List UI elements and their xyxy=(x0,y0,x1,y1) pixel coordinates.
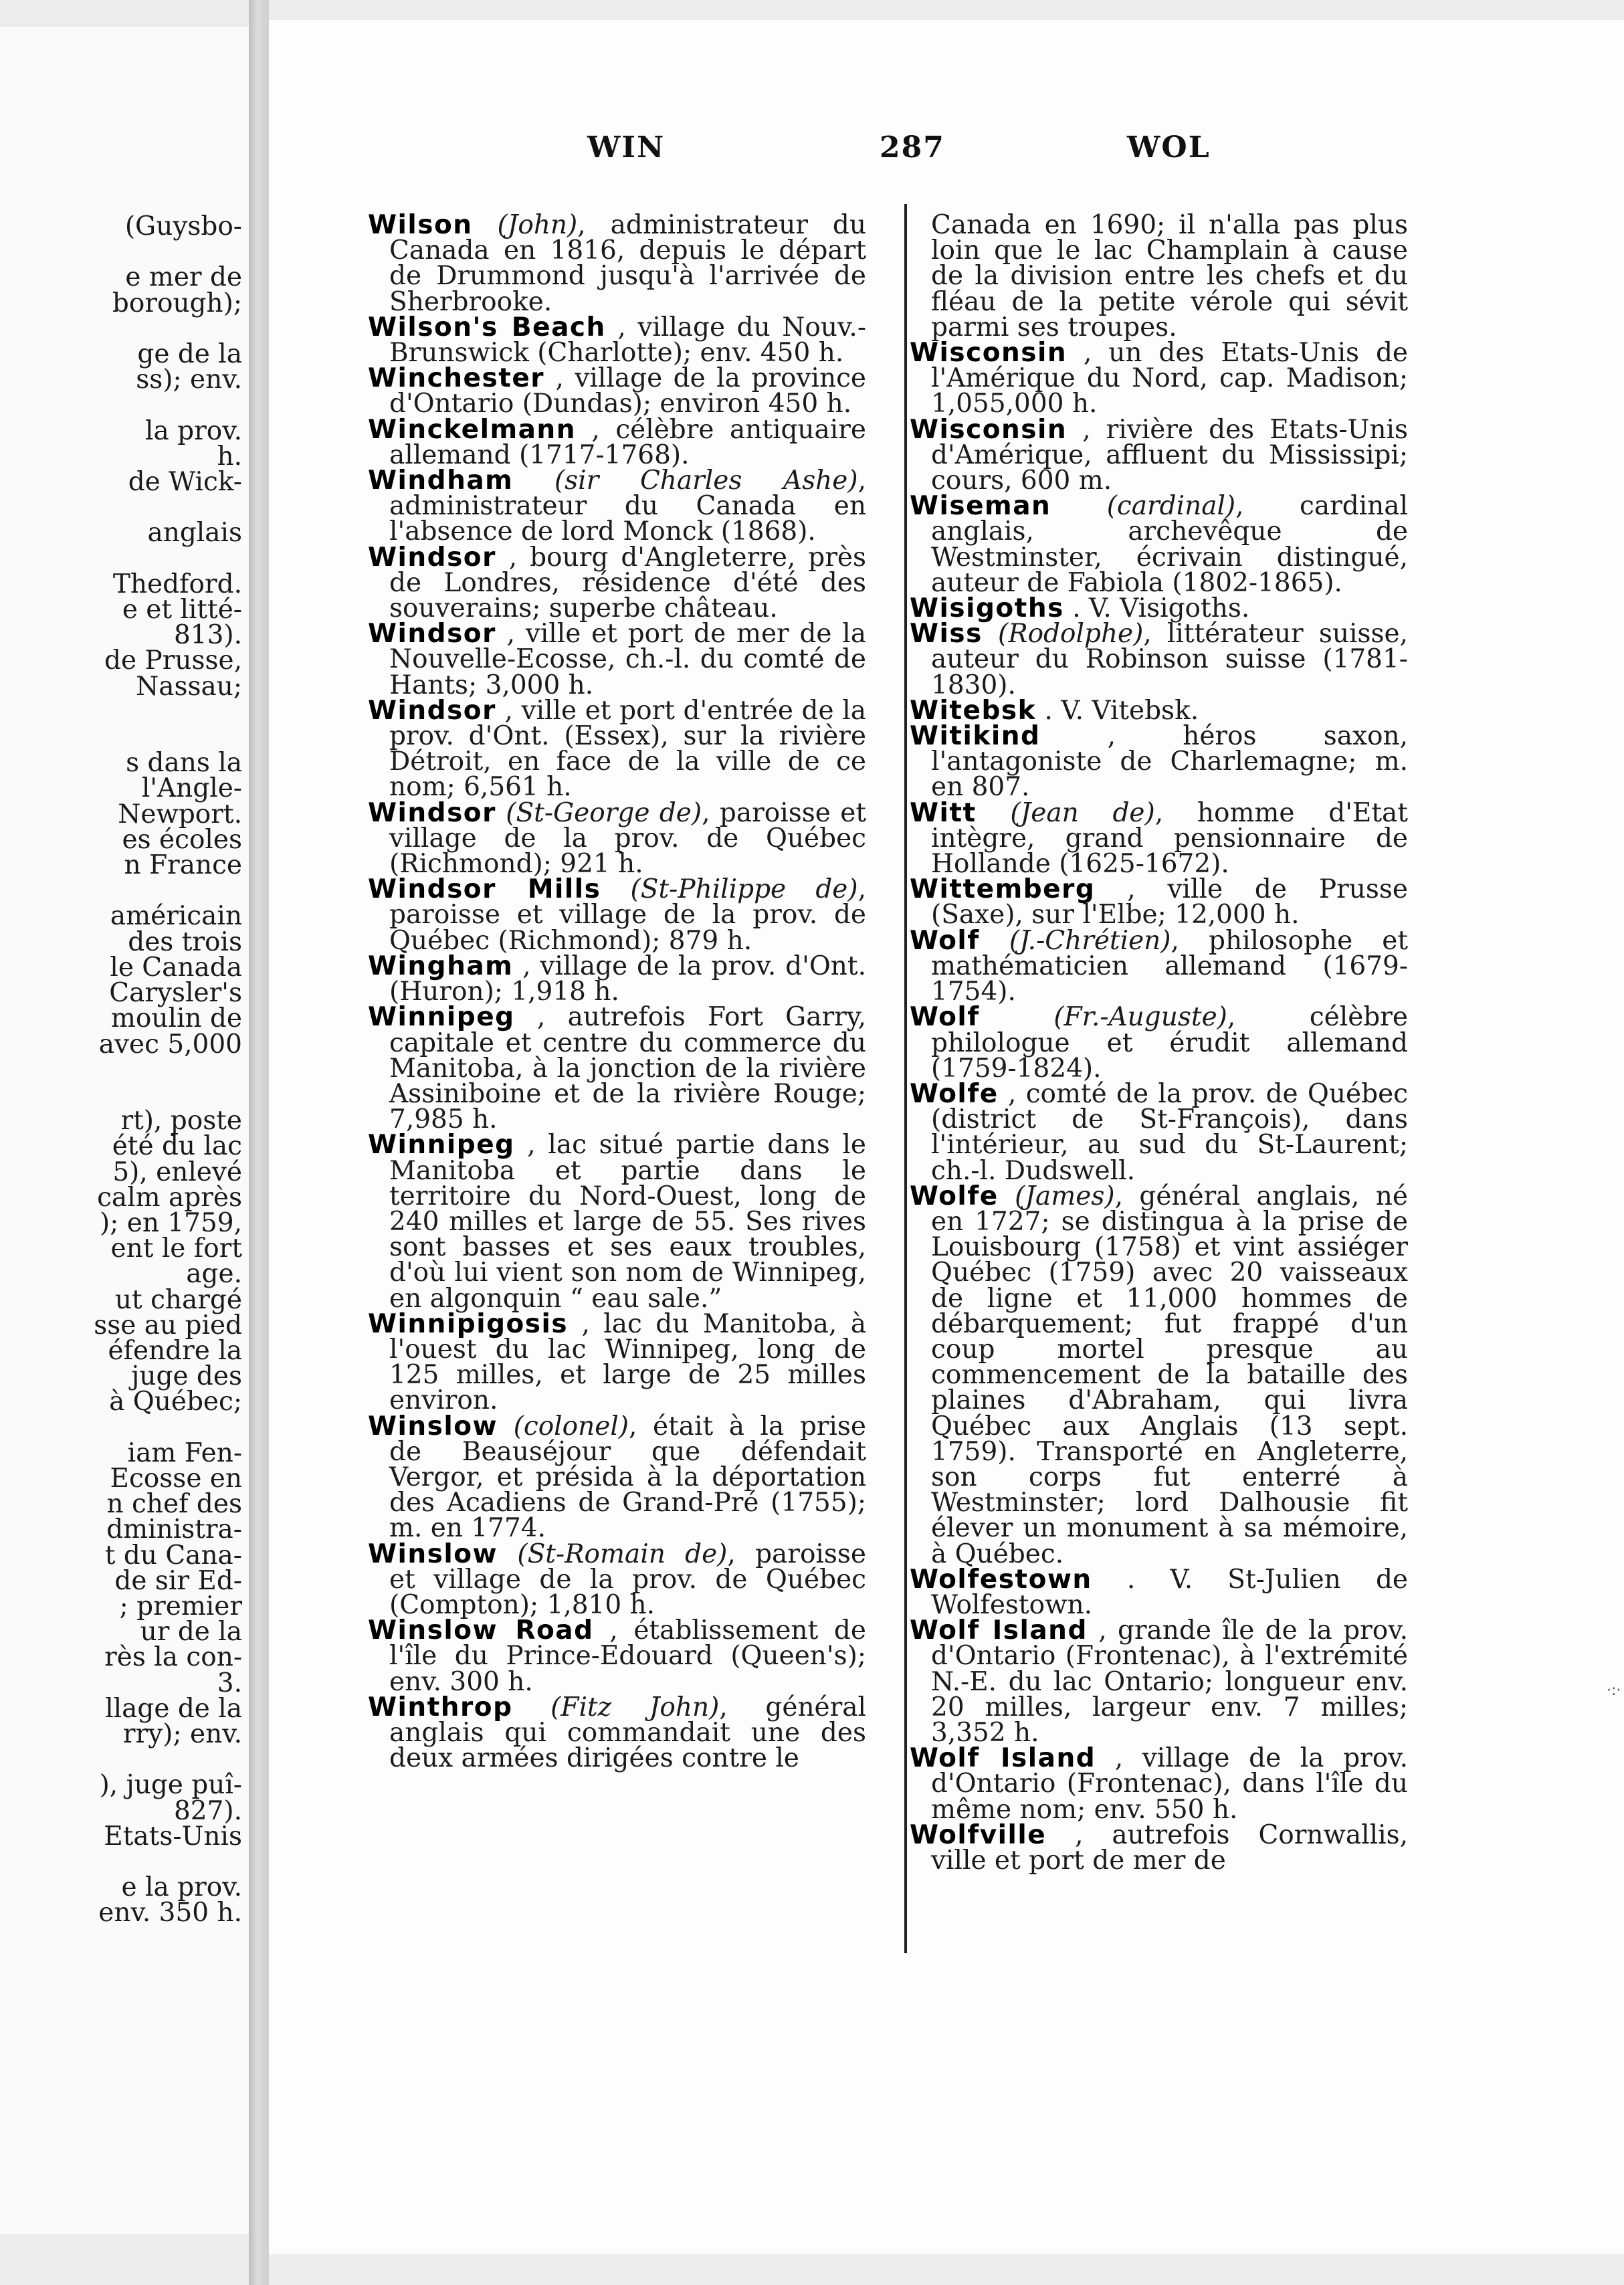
entry-headword: Winnipeg xyxy=(368,1002,515,1033)
fragment-line: 5), enlevé xyxy=(112,1157,242,1187)
entry-headword: Wolf Island xyxy=(910,1743,1096,1774)
fragment-line: le Canada xyxy=(110,952,242,983)
fragment-line: borough); xyxy=(112,288,242,318)
entry-definition: , paroisse et village de la prov. de Québec (Richmond); 921 h. xyxy=(389,797,866,880)
entry-headword: Wittemberg xyxy=(910,874,1096,905)
entry-definition: , paroisse et village de la prov. de Québec (Richmond); 879 h. xyxy=(389,874,866,956)
entry-qualifier: (Fr.-Auguste) xyxy=(1053,1002,1227,1033)
fragment-line: de Wick- xyxy=(128,467,242,498)
fragment-line xyxy=(0,1747,249,1773)
entry-definition: , célèbre antiquaire allemand (1717-1768). xyxy=(389,414,866,470)
entry-headword: Windsor xyxy=(368,542,496,573)
entry-definition: , village du Nouv.-Brunswick (Charlotte); env. 450 h. xyxy=(389,312,867,369)
entry-headword: Wisconsin xyxy=(910,414,1068,445)
dictionary-entry xyxy=(368,874,866,956)
fragment-line xyxy=(0,1083,249,1108)
previous-page-text-fragments xyxy=(0,211,249,1928)
dictionary-entry xyxy=(910,1002,1408,1084)
fragment-line: des trois xyxy=(128,926,242,957)
fragment-line: ; premier xyxy=(119,1591,242,1621)
dictionary-entry xyxy=(368,797,866,880)
entry-qualifier: (J.-Chrétien) xyxy=(1009,925,1171,956)
dictionary-entry xyxy=(910,721,1409,803)
fragment-line: llage de la xyxy=(105,1693,242,1724)
dictionary-column-left xyxy=(368,210,867,1774)
entry-headword: Wolfe xyxy=(910,1181,999,1211)
fragment-line xyxy=(0,1058,249,1083)
dictionary-entry xyxy=(910,621,1408,698)
fragment-line: de Prusse, xyxy=(104,645,242,676)
entry-headword: Witt xyxy=(910,797,977,828)
entry-definition: . V. Vitebsk. xyxy=(1044,695,1199,726)
fragment-line xyxy=(0,700,249,725)
fragment-line: env. 350 h. xyxy=(98,1898,242,1928)
fragment-line: rt), poste xyxy=(120,1106,242,1136)
entry-definition: , général anglais, né en 1727; se distingua à la prise de Louisbourg (1758) et vint assiéger Québec (1759) avec 20 vaisseaux de ligne et 11,000 hommes de débarquement; fut frappé d'un coup mortel presque au commencement de la bataille des plaines d'Abraham, qui livra Québec aux Anglais (13 sept. 1759). Transporté en Angleterre, son corps fut enterré à Westminster; lord Dalhousie fit élever un monument à sa mémoire, à Québec. xyxy=(931,1181,1408,1569)
dictionary-entry xyxy=(910,695,1408,726)
dictionary-entry xyxy=(910,1819,1408,1876)
fragment-line: 3. xyxy=(217,1668,242,1698)
fragment-line: américain xyxy=(110,901,242,932)
fragment-line xyxy=(0,878,249,904)
entry-headword: Windsor Mills xyxy=(368,874,601,905)
entry-definition: , comté de la prov. de Québec (district de St-François), dans l'intérieur, au sud du St-Laurent; ch.-l. Dudswell. xyxy=(931,1078,1408,1186)
fragment-line: ); en 1759, xyxy=(100,1207,242,1238)
entry-qualifier: (colonel) xyxy=(513,1411,629,1442)
entry-qualifier: (St-George de) xyxy=(506,797,702,828)
dictionary-entry xyxy=(910,1078,1408,1186)
fragment-line: Ecosse en xyxy=(110,1463,242,1494)
fragment-line xyxy=(0,495,249,520)
fragment-line: h. xyxy=(217,441,242,472)
entry-headword: Witebsk xyxy=(910,695,1037,726)
entry-headword: Winslow xyxy=(368,1411,498,1442)
entry-definition: , était à la prise de Beauséjour que défendait Vergor, et présida à la déportation des Acadiens de Grand-Pré (1755); m. en 1774. xyxy=(389,1411,866,1544)
entry-definition: Canada en 1690; il n'alla pas plus loin que le lac Champlain à cause de la division entre les chefs et du fléau de la petite vérole qui sévit parmi ses troupes. xyxy=(931,210,1408,342)
fragment-line xyxy=(0,547,249,572)
fragment-line: e mer de xyxy=(125,262,242,293)
dictionary-entry xyxy=(368,542,866,624)
entry-headword: Wolf Island xyxy=(910,1615,1088,1646)
dictionary-entry xyxy=(910,1181,1408,1569)
fragment-line: t du Cana- xyxy=(104,1540,242,1571)
entry-qualifier: (St-Philippe de) xyxy=(630,874,858,905)
entry-headword: Wolfe xyxy=(910,1078,999,1109)
dictionary-entry xyxy=(368,1130,866,1314)
fragment-line xyxy=(0,1415,249,1441)
fragment-line: ut chargé xyxy=(114,1284,242,1315)
dictionary-entry xyxy=(910,874,1408,930)
running-head-right: WOL xyxy=(1127,130,1211,165)
entry-definition: , littérateur suisse, auteur du Robinson suisse (1781-1830). xyxy=(931,619,1408,700)
entry-headword: Winchester xyxy=(368,363,545,394)
dictionary-entry xyxy=(368,1615,866,1697)
dictionary-entry xyxy=(910,210,1408,342)
entry-headword: Windsor xyxy=(368,619,496,650)
dictionary-entry xyxy=(368,695,866,803)
entry-definition: , lac situé partie dans le Manitoba et partie dans le territoire du Nord-Ouest, long de 240 milles et large de 55. Ses rives sont basses et ses eaux troubles, d'où lui vient son nom de Winnipeg, en algonquin “ eau sale.” xyxy=(389,1130,866,1314)
fragment-line: 813). xyxy=(173,620,242,651)
running-head-left: WIN xyxy=(587,130,666,165)
dictionary-entry xyxy=(368,414,866,470)
dictionary-entry xyxy=(368,951,866,1007)
dictionary-entry xyxy=(368,468,866,545)
fragment-line xyxy=(0,1850,249,1875)
entry-definition: , rivière des Etats-Unis d'Amérique, affluent du Mississipi; cours, 600 m. xyxy=(931,414,1408,496)
fragment-line xyxy=(0,239,249,265)
fragment-line: Nassau; xyxy=(136,671,242,702)
fragment-line: n chef des xyxy=(106,1489,242,1520)
fragment-line: age. xyxy=(186,1259,242,1290)
entry-definition: , ville et port de mer de la Nouvelle-Ecosse, ch.-l. du comté de Hants; 3,000 h. xyxy=(389,619,866,700)
dictionary-entry xyxy=(910,1743,1408,1825)
fragment-line: calm après xyxy=(97,1182,242,1213)
dictionary-entry xyxy=(910,340,1408,417)
fragment-line: de sir Ed- xyxy=(114,1565,242,1596)
entry-definition: , paroisse et village de la prov. de Québec (Compton); 1,810 h. xyxy=(389,1538,867,1620)
fragment-line: e et litté- xyxy=(122,595,242,625)
fragment-line xyxy=(0,393,249,418)
entry-qualifier: (James) xyxy=(1015,1181,1115,1211)
dictionary-entry xyxy=(910,414,1408,496)
dictionary-entry xyxy=(910,925,1408,1007)
dictionary-entry xyxy=(368,1411,866,1544)
entry-definition: , cardinal anglais, archevêque de Westminster, écrivain distingué, auteur de Fabiola (1802-1865). xyxy=(931,491,1408,598)
entry-qualifier: (Jean de) xyxy=(1010,797,1155,828)
dictionary-entry xyxy=(910,491,1408,598)
entry-definition: , célèbre philologue et érudit allemand (1759-1824). xyxy=(931,1002,1408,1084)
fragment-line: s dans la xyxy=(126,748,242,779)
fragment-line xyxy=(0,316,249,342)
entry-definition: , ville et port d'entrée de la prov. d'Ont. (Essex), sur la rivière Détroit, en face de la ville de ce nom; 6,561 h. xyxy=(389,695,866,803)
entry-qualifier: (Rodolphe) xyxy=(998,619,1144,650)
entry-headword: Wisigoths xyxy=(910,593,1064,624)
entry-definition: , autrefois Fort Garry, capitale et centre du commerce du Manitoba, à la jonction de la rivière Assiniboine et de la rivière Rouge; 7,985 h. xyxy=(389,1002,866,1135)
entry-definition: , grande île de la prov. d'Ontario (Frontenac), à l'extrémité N.-E. du lac Ontario; longueur env. 20 milles, largeur env. 7 milles; 3,352 h. xyxy=(931,1615,1408,1748)
fragment-line: ge de la xyxy=(137,339,242,370)
entry-headword: Windham xyxy=(368,466,514,496)
entry-qualifier: (sir Charles Ashe) xyxy=(554,466,858,496)
entry-headword: Wolf xyxy=(910,925,980,956)
entry-qualifier: (St-Romain de) xyxy=(517,1538,728,1569)
fragment-line: éfendre la xyxy=(108,1335,242,1366)
dictionary-column-right xyxy=(910,210,1409,1876)
entry-headword: Wilson xyxy=(368,210,473,240)
entry-headword: Winnipeg xyxy=(368,1130,515,1161)
fragment-line: e la prov. xyxy=(121,1872,242,1903)
dictionary-entry xyxy=(368,1538,867,1620)
entry-headword: Wingham xyxy=(368,951,514,981)
fragment-line: rès la con- xyxy=(104,1642,242,1673)
entry-headword: Winslow Road xyxy=(368,1615,594,1646)
entry-definition: , lac du Manitoba, à l'ouest du lac Winnipeg, long de 125 milles, et large de 25 milles environ. xyxy=(389,1308,866,1416)
entry-headword: Windsor xyxy=(368,797,496,828)
book-gutter xyxy=(249,0,269,2285)
fragment-line: ur de la xyxy=(140,1617,242,1648)
entry-headword: Winnipigosis xyxy=(368,1308,569,1339)
dictionary-entry xyxy=(368,621,866,698)
entry-headword: Wilson's Beach xyxy=(368,312,606,342)
fragment-line: l'Angle- xyxy=(141,773,242,804)
entry-definition: , village de la prov. d'Ont. (Huron); 1,918 h. xyxy=(389,951,866,1007)
fragment-line: dministra- xyxy=(106,1514,242,1545)
previous-page-edge xyxy=(0,27,249,2234)
entry-definition: , établissement de l'île du Prince-Edouard (Queen's); env. 300 h. xyxy=(389,1615,866,1697)
entry-headword: Wolfville xyxy=(910,1819,1047,1850)
entry-definition: , un des Etats-Unis de l'Amérique du Nord, cap. Madison; 1,055,000 h. xyxy=(931,338,1408,419)
entry-definition: , bourg d'Angleterre, près de Londres, résidence d'été des souverains; superbe château. xyxy=(389,542,866,624)
entry-qualifier: (Fitz John) xyxy=(550,1692,720,1722)
fragment-line: n France xyxy=(124,850,242,881)
entry-definition: , homme d'Etat intègre, grand pensionnaire de Hollande (1625-1672). xyxy=(931,797,1408,880)
page-number: 287 xyxy=(880,130,945,165)
entry-definition: , administrateur du Canada en l'absence de lord Monck (1868). xyxy=(389,466,867,547)
fragment-line: es écoles xyxy=(122,824,242,855)
entry-definition: . V. Visigoths. xyxy=(1072,593,1250,624)
dictionary-entry xyxy=(910,593,1408,624)
fragment-line: (Guysbo- xyxy=(124,211,242,241)
fragment-line: iam Fen- xyxy=(127,1437,242,1468)
fragment-line: la prov. xyxy=(144,415,242,446)
fragment-line xyxy=(0,725,249,751)
fragment-line: anglais xyxy=(147,518,242,549)
dictionary-entry xyxy=(368,1002,866,1135)
fragment-line: sse au pied xyxy=(94,1310,242,1340)
fragment-line: rry); env. xyxy=(122,1718,242,1749)
entry-headword: Winckelmann xyxy=(368,414,576,445)
dictionary-entry xyxy=(368,210,866,317)
fragment-line: ss); env. xyxy=(136,365,242,395)
margin-mark: ·:· xyxy=(1607,1682,1621,1699)
dictionary-entry xyxy=(910,797,1408,880)
column-divider xyxy=(904,204,907,1953)
entry-headword: Wisconsin xyxy=(910,338,1068,369)
entry-definition: , administrateur du Canada en 1816, depuis le départ de Drummond jusqu'à l'arrivée de Sherbrooke. xyxy=(389,210,866,317)
dictionary-entry xyxy=(368,363,866,419)
fragment-line: à Québec; xyxy=(109,1387,242,1417)
entry-definition: , village de la prov. d'Ontario (Frontenac), dans l'île du même nom; env. 550 h. xyxy=(931,1743,1408,1825)
fragment-line: 827). xyxy=(173,1795,242,1826)
dictionary-entry xyxy=(910,1564,1408,1620)
fragment-line: ), juge puî- xyxy=(99,1770,242,1801)
fragment-line: ent le fort xyxy=(110,1233,242,1264)
entry-headword: Wiss xyxy=(910,619,983,650)
entry-headword: Winthrop xyxy=(368,1692,513,1722)
entry-headword: Windsor xyxy=(368,695,496,726)
fragment-line: juge des xyxy=(131,1361,242,1392)
entry-definition: , autrefois Cornwallis, ville et port de mer de xyxy=(931,1819,1408,1876)
dictionary-entry xyxy=(368,312,867,369)
entry-definition: , village de la province d'Ontario (Dundas); environ 450 h. xyxy=(389,363,866,419)
fragment-line: Thedford. xyxy=(112,569,242,599)
entry-definition: , philosophe et mathématicien allemand (1679-1754). xyxy=(931,925,1408,1007)
entry-headword: Wiseman xyxy=(910,491,1051,522)
fragment-line: avec 5,000 xyxy=(98,1029,242,1060)
dictionary-entry xyxy=(910,1615,1408,1748)
fragment-line: Newport. xyxy=(118,799,242,829)
entry-definition: , ville de Prusse (Saxe), sur l'Elbe; 12,000 h. xyxy=(931,874,1408,930)
dictionary-entry xyxy=(368,1692,867,1774)
fragment-line: Etats-Unis xyxy=(104,1821,242,1852)
dictionary-entry xyxy=(368,1308,866,1416)
entry-headword: Wolf xyxy=(910,1002,980,1033)
entry-definition: , héros saxon, l'antagoniste de Charlemagne; m. en 807. xyxy=(931,721,1409,803)
fragment-line: moulin de xyxy=(110,1003,242,1034)
fragment-line: été du lac xyxy=(112,1131,242,1162)
fragment-line: Carysler's xyxy=(109,978,242,1009)
entry-headword: Wolfestown xyxy=(910,1564,1092,1595)
entry-headword: Winslow xyxy=(368,1538,498,1569)
entry-qualifier: (John) xyxy=(497,210,578,240)
entry-definition: , général anglais qui commandait une des deux armées dirigées contre le xyxy=(389,1692,867,1774)
entry-qualifier: (cardinal) xyxy=(1106,491,1236,522)
entry-headword: Witikind xyxy=(910,721,1041,752)
entry-definition: . V. St-Julien de Wolfestown. xyxy=(931,1564,1408,1620)
